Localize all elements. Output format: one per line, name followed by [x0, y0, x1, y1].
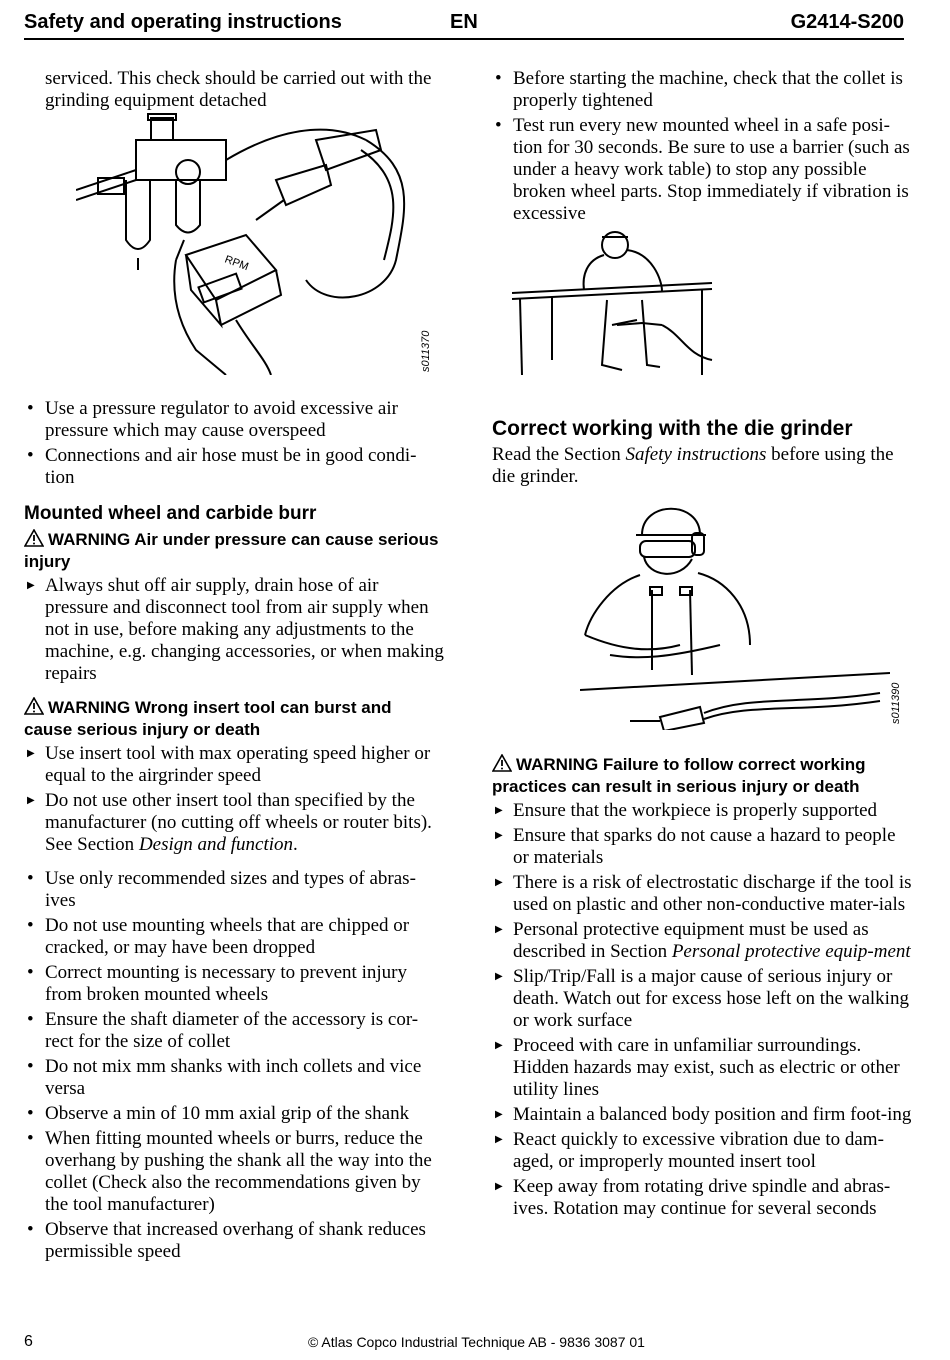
safety-instructions-ref: Safety instructions	[625, 444, 767, 465]
list-item: • Ensure the shaft diameter of the accessory is cor-rect for the size of collet	[24, 1009, 444, 1053]
header-language: EN	[450, 11, 478, 33]
left-main	[24, 398, 444, 1266]
left-intro-text: serviced. This check should be carried out with the grinding equipment detached	[45, 68, 432, 111]
test-run-illustration	[512, 225, 722, 380]
list-item: ▶ Slip/Trip/Fall is a major cause of serious injury or death. Watch out for excess hose left on the walking or work surface	[492, 966, 912, 1032]
warning-title: WARNING Air under pressure can cause serious injury	[24, 530, 439, 571]
list-item: ▶ Do not use other insert tool than specified by the manufacturer (no cutting off wheels or router bits). See Section Design and function.	[24, 790, 444, 856]
right-warning	[492, 754, 912, 1223]
list-item: ▶ Ensure that sparks do not cause a hazard to people or materials	[492, 825, 912, 869]
list-item: • Do not mix mm shanks with inch collets and vice versa	[24, 1056, 444, 1100]
list-item: • Observe that increased overhang of shank reduces permissible speed	[24, 1219, 444, 1263]
pressure-bullets	[24, 398, 444, 489]
protective-equipment-illustration	[580, 495, 890, 730]
correct-working-intro: Read the Section Safety instructions before using the die grinder.	[492, 444, 894, 487]
warning-insert-items	[24, 743, 444, 856]
warning-title: WARNING Wrong insert tool can burst and cause serious injury or death	[24, 698, 392, 739]
copyright: © Atlas Copco Industrial Technique AB - 9836 3087 01	[308, 1334, 645, 1350]
left-intro	[24, 68, 445, 112]
list-item: • Connections and air hose must be in good condi-tion	[24, 445, 444, 489]
section-heading-mounted-wheel: Mounted wheel and carbide burr	[24, 503, 317, 524]
list-item: ▶ Ensure that the workpiece is properly supported	[492, 800, 912, 822]
warning-working-practices	[492, 754, 912, 798]
warning-title: WARNING Failure to follow correct working practices can result in serious injury or death	[492, 755, 866, 796]
section-heading-correct-working: Correct working with the die grinder	[492, 417, 853, 440]
test-run-bullets	[492, 68, 912, 225]
header-model: G2414-S200	[790, 11, 904, 33]
list-item: ▶ Keep away from rotating drive spindle and abras-ives. Rotation may continue for several seconds	[492, 1176, 912, 1220]
page-header	[24, 10, 904, 40]
right-top	[492, 68, 912, 228]
list-item: ▶ Always shut off air supply, drain hose of air pressure and disconnect tool from air supply when not in use, before making any adjustments to the machine, e.g. changing accessories, or when making repairs	[24, 575, 444, 685]
warning-air-pressure	[24, 529, 444, 573]
ppe-ref: Personal protective equip-ment	[671, 941, 911, 962]
warning-insert-tool	[24, 697, 444, 741]
rpm-label: RPM	[222, 253, 251, 274]
warning-air-items	[24, 575, 444, 685]
list-item: ▶ Maintain a balanced body position and firm foot-ing	[492, 1104, 912, 1126]
list-item: • Observe a min of 10 mm axial grip of the shank	[24, 1103, 444, 1125]
list-item: • Correct mounting is necessary to prevent injury from broken mounted wheels	[24, 962, 444, 1006]
page-number: 6	[24, 1333, 33, 1350]
working-practices-items	[492, 800, 912, 1220]
list-item: • Before starting the machine, check that the collet is properly tightened	[492, 68, 912, 112]
list-item: ▶ Personal protective equipment must be used as described in Section Personal protective equip-ment	[492, 919, 912, 963]
list-item: ▶ Proceed with care in unfamiliar surroundings. Hidden hazards may exist, such as electric or other utility lines	[492, 1035, 912, 1101]
header-title: Safety and operating instructions	[24, 11, 342, 33]
list-item: • Test run every new mounted wheel in a safe posi-tion for 30 seconds. Be sure to use a barrier (such as under a heavy work table) to stop any possible broken wheel parts. Stop immediately if vibration is excessive	[492, 115, 912, 225]
figure3-code: s011390	[890, 682, 902, 724]
figure1-code: s011370	[420, 330, 432, 372]
list-item: • Do not use mounting wheels that are chipped or cracked, or may have been dropped	[24, 915, 444, 959]
tachometer-illustration	[76, 110, 446, 375]
warning-triangle-icon	[24, 697, 44, 715]
list-item: ▶ Use insert tool with max operating speed higher or equal to the airgrinder speed	[24, 743, 444, 787]
mounting-bullets	[24, 868, 444, 1263]
list-item: ▶ React quickly to excessive vibration due to dam-aged, or improperly mounted insert tool	[492, 1129, 912, 1173]
warning-triangle-icon	[24, 529, 44, 547]
list-item: • Use only recommended sizes and types of abras-ives	[24, 868, 444, 912]
list-item: • Use a pressure regulator to avoid excessive air pressure which may cause overspeed	[24, 398, 444, 442]
list-item: ▶ There is a risk of electrostatic discharge if the tool is used on plastic and other non-conductive mater-ials	[492, 872, 912, 916]
warning-triangle-icon	[492, 754, 512, 772]
design-function-ref: Design and function	[138, 834, 294, 855]
right-section	[492, 416, 912, 488]
list-item: • When fitting mounted wheels or burrs, reduce the overhang by pushing the shank all the way into the collet (Check also the recommendations given by the tool manufacturer)	[24, 1128, 444, 1216]
